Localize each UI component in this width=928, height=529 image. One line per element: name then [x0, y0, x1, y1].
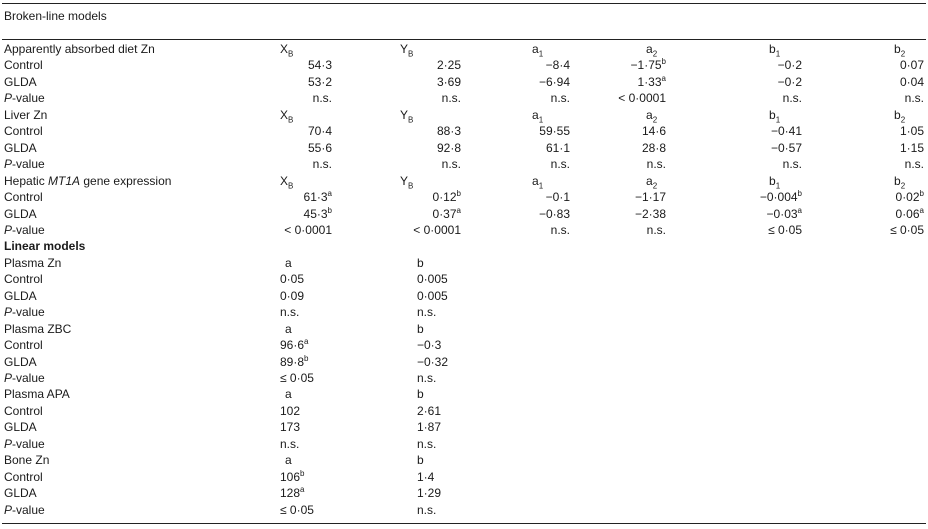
table-cell: $0\cdot 06^a$	[895, 205, 924, 221]
table-cell: $-0\cdot 03^a$	[766, 205, 802, 221]
table-cell: n.s.	[417, 371, 437, 385]
table-cell: 2·61	[417, 403, 442, 418]
table-cell: −8·4	[545, 58, 570, 73]
table-cell: $X_B$	[280, 107, 294, 125]
table-cell: $-0\cdot 004^b$	[759, 189, 802, 205]
table-subheader-row	[4, 386, 924, 402]
table-cell: < 0·0001	[618, 91, 666, 106]
table-cell: $0\cdot 02^b$	[895, 189, 924, 205]
table-cell: a	[285, 387, 292, 402]
table-row	[4, 436, 924, 452]
row-label: Control	[4, 272, 43, 287]
table-cell: −2·38	[634, 206, 666, 221]
table-row	[4, 485, 924, 501]
table-cell: 106$^b$	[280, 468, 305, 484]
row-label: GLDA	[4, 288, 37, 303]
row-label: Control	[4, 403, 43, 418]
table-cell: 1·15	[899, 140, 924, 155]
table-cell: 54·3	[307, 58, 332, 73]
table-header-rule	[2, 39, 926, 40]
table-row	[4, 354, 924, 370]
table-cell: 0·07	[899, 58, 924, 73]
table-cell: $96\cdot 6^a$	[280, 337, 309, 353]
table-cell: b	[417, 387, 424, 402]
table-cell: 14·6	[641, 124, 666, 139]
table-row	[4, 90, 924, 106]
table-subheader-row	[4, 452, 924, 468]
row-label: Plasma Zn	[4, 255, 62, 270]
row-label: Plasma ZBC	[4, 321, 72, 336]
table-cell: 1·05	[899, 124, 924, 139]
row-label: Hepatic MT1A gene expression	[4, 173, 172, 188]
row-label: Control	[4, 338, 43, 353]
table-cell: 92·8	[436, 140, 461, 155]
table-cell: 55·6	[307, 140, 332, 155]
row-label: P-value	[4, 502, 45, 517]
table-cell: −0·83	[538, 206, 570, 221]
table-cell: < 0·0001	[284, 222, 332, 237]
table-row	[4, 304, 924, 320]
table-cell: −0·41	[770, 124, 802, 139]
table-cell: n.s.	[417, 436, 437, 451]
table-cell: $a_1$	[532, 173, 544, 190]
row-label: Bone Zn	[4, 453, 50, 468]
table-cell: < 0·0001	[413, 222, 461, 237]
table-row	[4, 370, 924, 386]
table-cell: 0·04	[899, 74, 924, 89]
table-row	[4, 140, 924, 156]
table-cell: 0·09	[280, 288, 305, 303]
row-label: GLDA	[4, 74, 37, 89]
table-cell: $0\cdot 12^b$	[432, 189, 461, 205]
table-cell: $a_2$	[646, 42, 658, 59]
table-cell: n.s.	[646, 157, 666, 172]
table-cell: −0·3	[417, 338, 442, 353]
row-label: GLDA	[4, 206, 37, 221]
table-cell: −0·32	[417, 354, 449, 369]
table-cell: n.s.	[312, 157, 332, 172]
table-cell: −6·94	[538, 74, 570, 89]
table-cell: $b_1$	[769, 173, 781, 190]
table-cell: n.s.	[312, 91, 332, 106]
row-label: P-value	[4, 305, 45, 320]
table-cell: $-1\cdot 75^b$	[630, 57, 666, 73]
table-cell: n.s.	[904, 91, 924, 106]
row-label: P-value	[4, 436, 45, 451]
table-cell: −0·2	[777, 58, 802, 73]
table-row	[4, 206, 924, 222]
table-cell: 53·2	[307, 74, 332, 89]
table-row	[4, 403, 924, 419]
table-cell: $a_1$	[532, 42, 544, 59]
table-top-rule	[2, 3, 926, 4]
table-cell: $a_2$	[646, 173, 658, 190]
table-cell: a	[285, 255, 292, 270]
table-cell: n.s.	[280, 436, 300, 451]
table-cell: 1·29	[417, 486, 442, 501]
table-cell: −0·2	[777, 74, 802, 89]
table-header-broken-line-models: Broken-line models	[4, 9, 107, 23]
table-cell: n.s.	[550, 222, 570, 237]
table-cell: 59·55	[539, 124, 570, 139]
table-cell: n.s.	[550, 91, 570, 106]
table-cell: ≤ 0·05	[280, 502, 314, 517]
table-cell: 0·005	[417, 272, 448, 287]
table-cell: $X_B$	[280, 173, 294, 190]
table-cell: 70·4	[307, 124, 332, 139]
row-label: GLDA	[4, 420, 37, 435]
table-subheader-row	[4, 41, 924, 57]
table-cell: 3·69	[436, 74, 461, 89]
row-label: Plasma APA	[4, 387, 70, 402]
row-label: P-value	[4, 91, 45, 106]
table-cell: n.s.	[646, 222, 666, 237]
table-row	[4, 271, 924, 287]
table-cell: n.s.	[550, 157, 570, 172]
table-cell: −0·1	[545, 190, 570, 205]
table-row	[4, 337, 924, 353]
table-cell: $b_2$	[894, 173, 906, 190]
table-cell: $0\cdot 37^a$	[432, 205, 461, 221]
table-cell: $1\cdot 33^a$	[637, 73, 666, 89]
table-cell: 0·005	[417, 288, 448, 303]
row-label: GLDA	[4, 486, 37, 501]
table-cell: −1·17	[634, 190, 666, 205]
table-row	[4, 419, 924, 435]
table-row	[4, 57, 924, 73]
table-row	[4, 288, 924, 304]
table-cell: $Y_B$	[400, 173, 414, 190]
table-cell: n.s.	[904, 157, 924, 172]
table-cell: n.s.	[441, 91, 461, 106]
table-cell: a	[285, 321, 292, 336]
table-cell: a	[285, 453, 292, 468]
row-label: Apparently absorbed diet Zn	[4, 42, 155, 56]
table-cell: b	[417, 255, 424, 270]
table-subheader-row	[4, 255, 924, 271]
table-cell: $b_1$	[769, 107, 781, 125]
row-label: Control	[4, 58, 43, 73]
row-label: P-value	[4, 371, 45, 385]
table-cell: n.s.	[417, 305, 437, 320]
table-cell: $61\cdot 3^a$	[303, 189, 332, 205]
table-cell: $a_2$	[646, 107, 658, 125]
table-cell: 102	[280, 403, 301, 418]
table-row	[4, 74, 924, 90]
row-label: Control	[4, 124, 43, 139]
table-cell: $b_2$	[894, 107, 906, 125]
table-subheader-row	[4, 321, 924, 337]
table-bottom-rule	[2, 523, 926, 524]
table-cell: 173	[280, 420, 301, 435]
table-subheader-row	[4, 173, 924, 189]
table-cell: $Y_B$	[400, 107, 414, 125]
table-cell: ≤ 0·05	[280, 371, 314, 385]
table-cell: $X_B$	[280, 42, 294, 59]
row-label: P-value	[4, 157, 45, 172]
table-row	[4, 189, 924, 205]
table-row	[4, 123, 924, 139]
table-cell: n.s.	[441, 157, 461, 172]
table-cell: −0·57	[770, 140, 802, 155]
table-cell: 128$^a$	[280, 485, 305, 501]
table-cell: b	[417, 321, 424, 336]
table-cell: $b_1$	[769, 42, 781, 59]
table-cell: ≤ 0·05	[768, 222, 802, 237]
table-cell: 88·3	[436, 124, 461, 139]
row-label: GLDA	[4, 354, 37, 369]
table-cell: n.s.	[782, 157, 802, 172]
table-subheader-row	[4, 107, 924, 123]
row-label: Control	[4, 469, 43, 484]
table-cell: $a_1$	[532, 107, 544, 125]
row-label: Linear models	[4, 239, 86, 254]
table-cell: n.s.	[417, 502, 437, 517]
table-cell: ≤ 0·05	[890, 222, 924, 237]
table-cell: 61·1	[545, 140, 570, 155]
row-label: P-value	[4, 222, 45, 237]
table-cell: b	[417, 453, 424, 468]
table-cell: 28·8	[641, 140, 666, 155]
table-row	[4, 502, 924, 518]
row-label: GLDA	[4, 140, 37, 155]
table-cell: $89\cdot 8^b$	[280, 353, 309, 369]
table-cell: $45\cdot 3^b$	[303, 205, 332, 221]
table-cell: $Y_B$	[400, 42, 414, 59]
table-cell: 2·25	[436, 58, 461, 73]
table-cell: n.s.	[280, 305, 300, 320]
row-label: Control	[4, 190, 43, 205]
table-cell: 1·87	[417, 420, 442, 435]
table-row	[4, 156, 924, 172]
table-row	[4, 222, 924, 238]
section-heading	[4, 238, 924, 254]
table-cell: $b_2$	[894, 42, 906, 59]
table-row	[4, 469, 924, 485]
row-label: Liver Zn	[4, 107, 48, 122]
table-cell: n.s.	[782, 91, 802, 106]
table-cell: 1·4	[417, 469, 435, 484]
table-cell: 0·05	[280, 272, 305, 287]
